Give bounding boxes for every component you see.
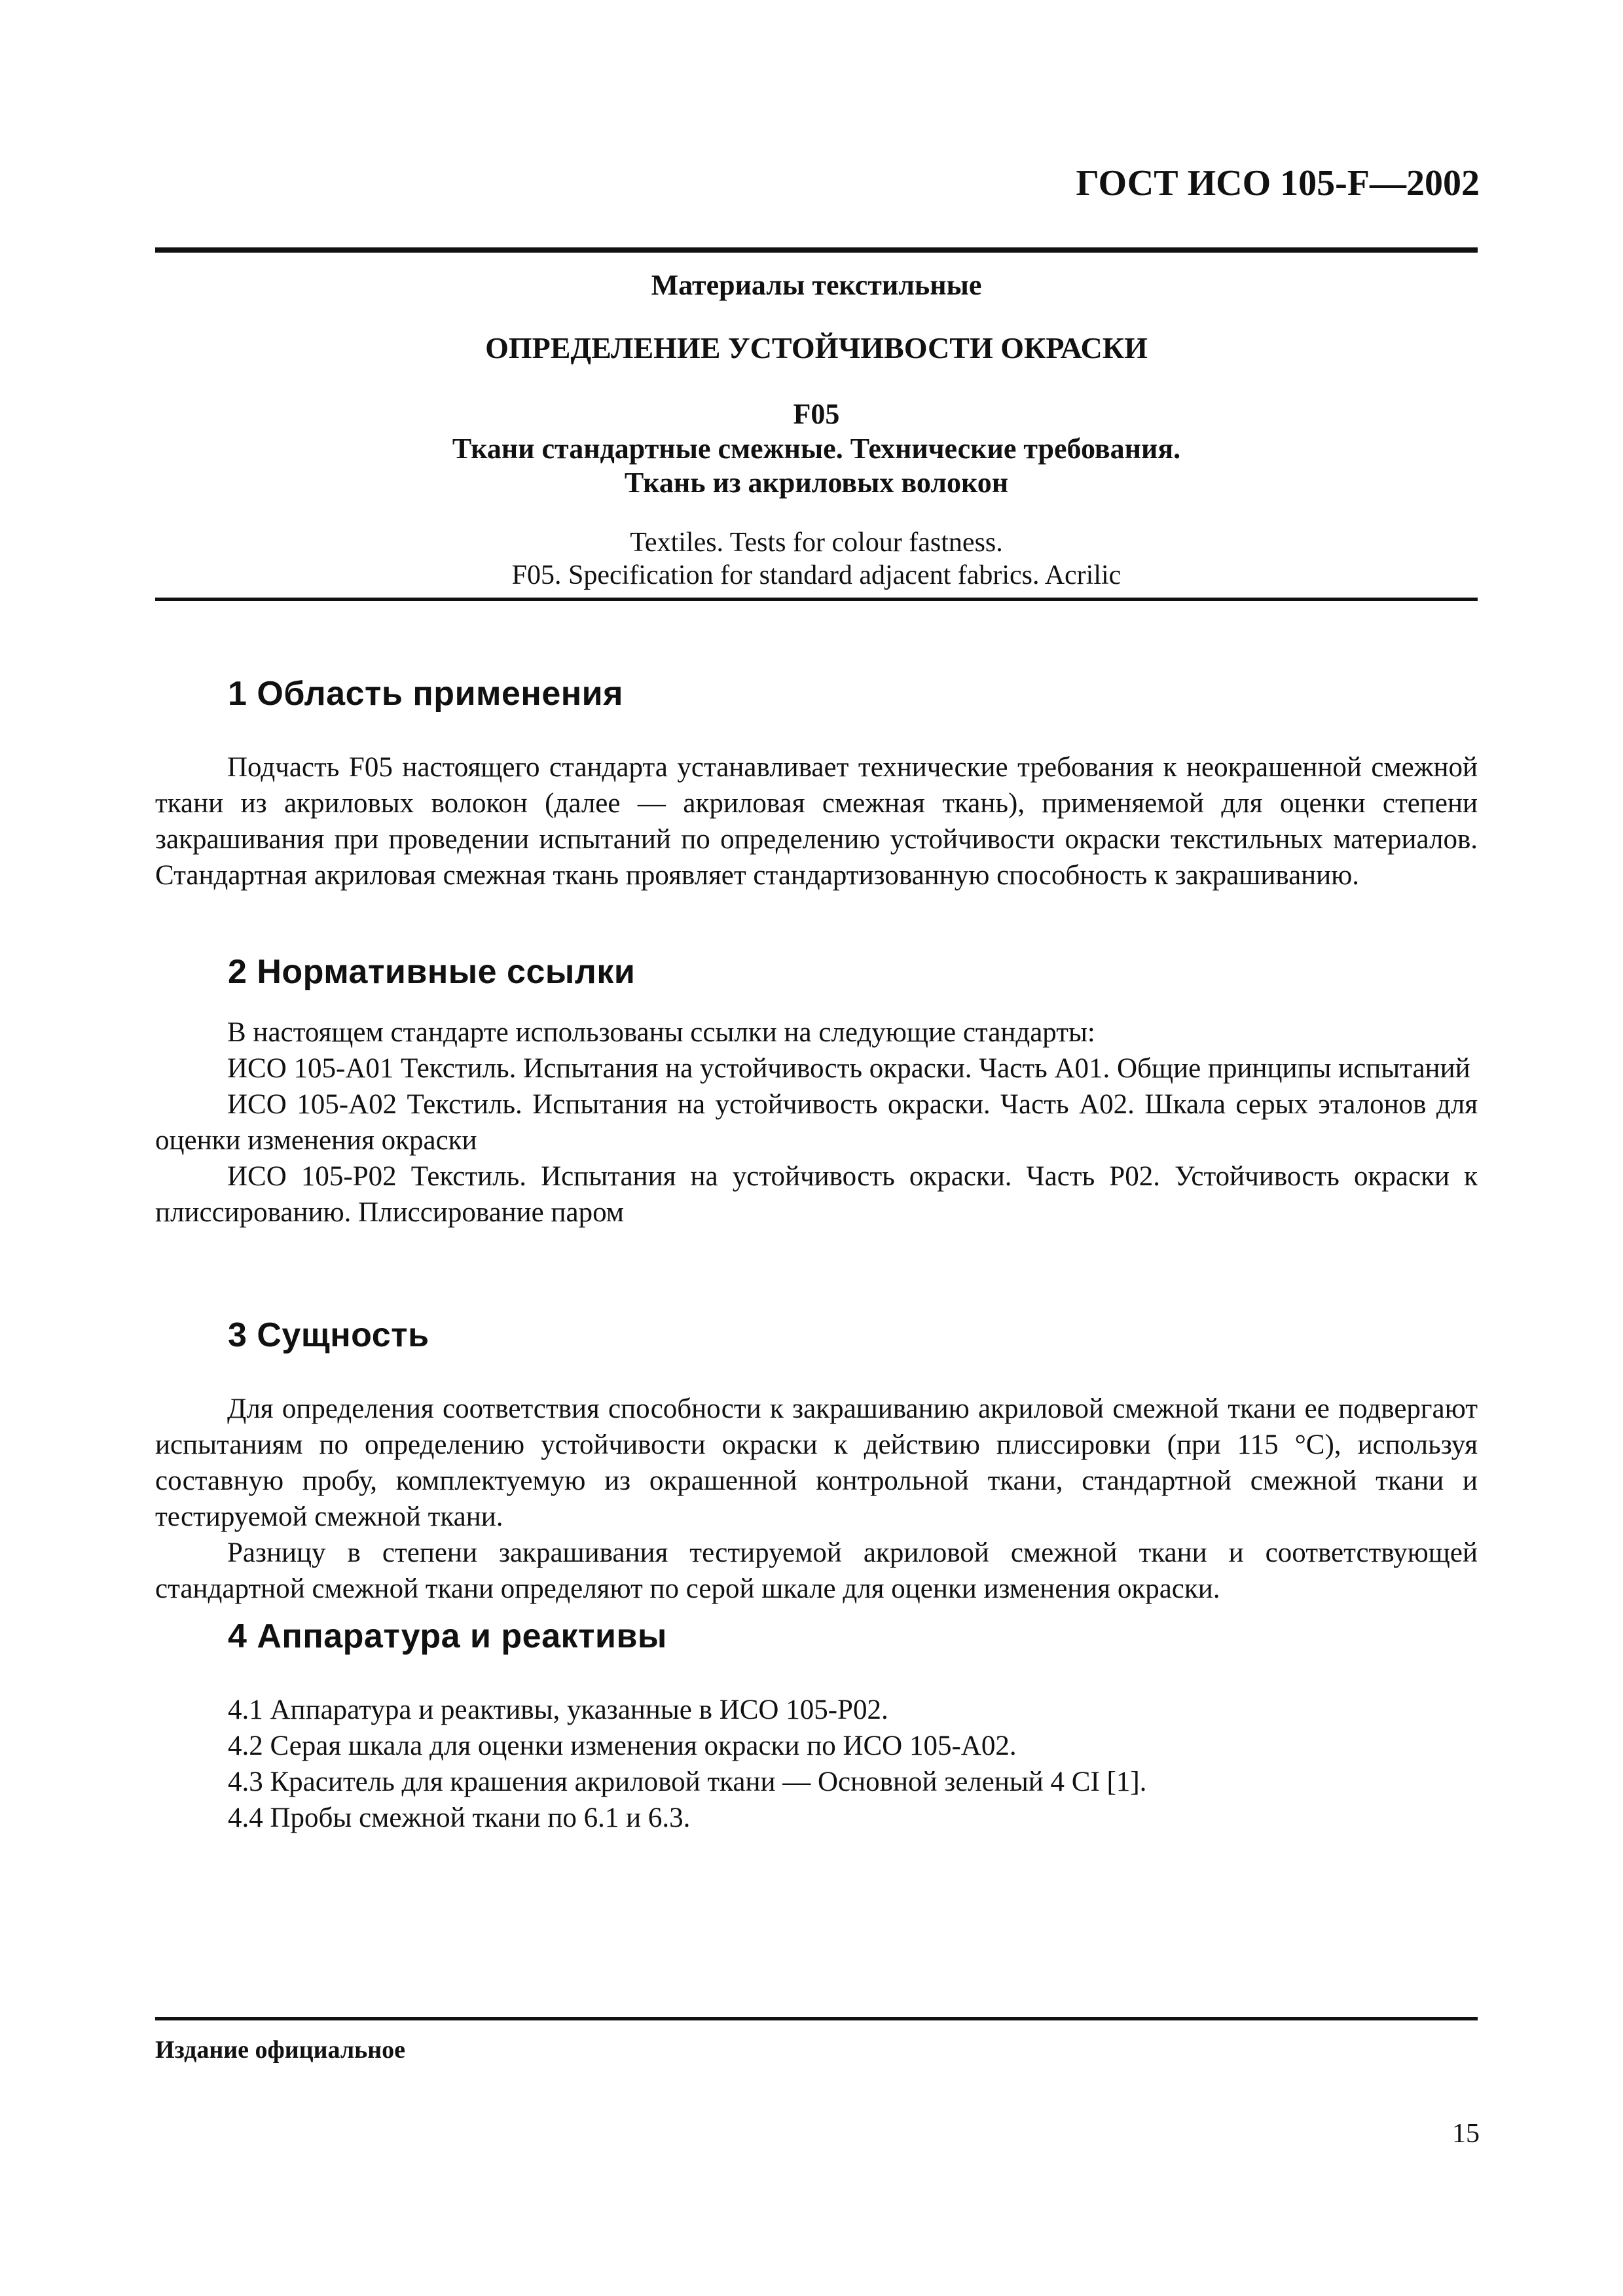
section-2-heading: 2 Нормативные ссылки: [228, 953, 636, 991]
list-item: 4.3 Краситель для крашения акриловой ткани — Основной зеленый 4 CI [1].: [228, 1767, 1147, 1797]
title-line-1: Материалы текстильные: [651, 269, 982, 301]
english-title-line-2: F05. Specification for standard adjacent fabrics. Acrilic: [511, 560, 1122, 590]
top-rule: [155, 247, 1478, 253]
section-2-intro: В настоящем стандарте использованы ссылки на следующие стандарты:: [227, 1017, 1095, 1048]
section-1-heading: 1 Область применения: [228, 675, 623, 713]
section-3-heading: 3 Сущность: [228, 1316, 429, 1354]
section-1-paragraph: Подчасть F05 настоящего стандарта устанавливает технические требования к неокрашенной смежной ткани из акриловых волокон (далее — акриловая смежная ткань), применяемой для оценки степени закрашивания при проведении испытаний по определению устойчивости окраски текстильных материалов. Стандартная акриловая смежная ткань проявляет стандартизованную способность к закрашиванию.: [155, 752, 1478, 891]
english-title-line-1: Textiles. Tests for colour fastness.: [630, 528, 1003, 558]
reference-iso-105-a02: ИСО 105-А02 Текстиль. Испытания на устойчивость окраски. Часть А02. Шкала серых эталонов для оценки изменения окраски: [155, 1089, 1478, 1156]
title-bottom-rule: [155, 598, 1478, 601]
list-item: 4.1 Аппаратура и реактивы, указанные в ИСО 105-Р02.: [228, 1695, 888, 1725]
title-line-5: Ткань из акриловых волокон: [624, 467, 1009, 499]
section-2-text: [155, 1014, 1478, 1230]
section-3-text: [155, 1391, 1478, 1607]
section-4-heading: 4 Аппаратура и реактивы: [228, 1617, 667, 1655]
footer-rule: [155, 2017, 1478, 2020]
title-line-3: F05: [793, 398, 840, 430]
title-line-4: Ткани стандартные смежные. Технические требования.: [452, 433, 1181, 465]
section-3-paragraph-1: Для определения соответствия способности к закрашиванию акриловой смежной ткани ее подвергают испытаниям по определению устойчивости окраски к действию плиссировки (при 115 °С), используя составную пробу, комплектуемую из окрашенной контрольной ткани, стандартной смежной ткани и тестируемой смежной ткани.: [155, 1393, 1478, 1532]
title-line-2: ОПРЕДЕЛЕНИЕ УСТОЙЧИВОСТИ ОКРАСКИ: [485, 331, 1148, 365]
list-item: 4.4 Пробы смежной ткани по 6.1 и 6.3.: [228, 1803, 691, 1833]
list-item: 4.2 Серая шкала для оценки изменения окраски по ИСО 105-А02.: [228, 1731, 1017, 1761]
section-1-text: [155, 749, 1478, 893]
edition-label: Издание официальное: [155, 2036, 406, 2064]
document-code: ГОСТ ИСО 105-F—2002: [1076, 163, 1480, 204]
reference-iso-105-p02: ИСО 105-Р02 Текстиль. Испытания на устойчивость окраски. Часть Р02. Устойчивость окраски к плиссированию. Плиссирование паром: [155, 1161, 1478, 1228]
section-3-paragraph-2: Разницу в степени закрашивания тестируемой акриловой смежной ткани и соответствующей стандартной смежной ткани определяют по серой шкале для оценки изменения окраски.: [155, 1537, 1478, 1604]
page-number: 15: [1452, 2119, 1480, 2149]
reference-iso-105-a01: ИСО 105-А01 Текстиль. Испытания на устойчивость окраски. Часть А01. Общие принципы испытаний: [227, 1053, 1470, 1084]
